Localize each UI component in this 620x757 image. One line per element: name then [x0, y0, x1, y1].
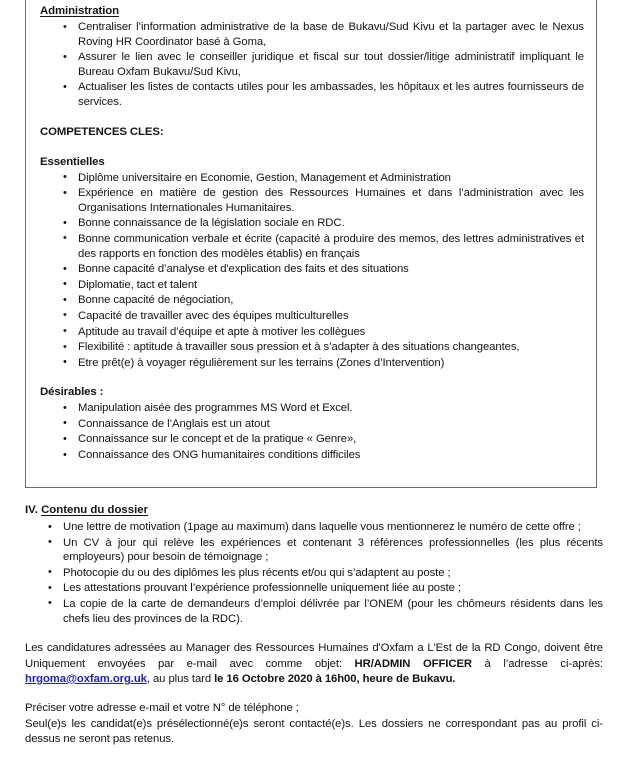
list-item: • La copie de la carte de demandeurs d’emploi délivrée par l’ONEM (pour les chômeurs résidents dans les chefs lieu des provinces de la RDC).	[63, 597, 603, 626]
list-item: • Capacité de travailler avec des équipes multiculturelles	[78, 309, 584, 324]
essentielles-heading: Essentielles	[40, 155, 105, 168]
spacer	[25, 627, 603, 641]
list-item: • Expérience en matière de gestion des Ressources Humaines et dans l’administration avec les Organisations Internationales Humanitaires.	[78, 186, 584, 215]
closing-line-phone: Préciser votre adresse e-mail et votre N° de téléphone ;	[25, 702, 299, 715]
list-item: • Diplomatie, tact et talent	[78, 278, 584, 293]
list-item: • Diplôme universitaire en Economie, Gestion, Management et Administration	[78, 171, 584, 186]
application-deadline: le 16 Octobre 2020 à 16h00, heure de Bukavu.	[214, 672, 456, 685]
application-email-link[interactable]: hrgoma@oxfam.org.uk	[25, 672, 147, 685]
list-item: • Flexibilité : aptitude à travailler sous pression et à s’adapter à des situations changeantes,	[78, 340, 584, 355]
closing-line-shortlist: Seul(e)s les candidat(e)s présélectionné(e)s seront contacté(e)s. Les dossiers ne correspondant pas au profil ci-dessus ne seront pas retenus.	[25, 717, 603, 746]
framed-content-box	[25, 0, 597, 488]
desirables-heading: Désirables :	[40, 386, 104, 399]
dossier-section-title: Contenu du dossier	[41, 504, 149, 516]
framed-content-inner	[26, 0, 598, 464]
dossier-section-number: IV.	[25, 504, 38, 516]
application-subject-line: HR/ADMIN OFFICER	[354, 657, 472, 670]
administration-list	[40, 20, 584, 110]
list-item: • Photocopie du ou des diplômes les plus récents et/ou qui s’adaptent au poste ;	[63, 566, 603, 581]
list-item: • Connaissance de l’Anglais est un atout	[78, 417, 584, 432]
spacer	[25, 687, 603, 701]
list-item: • Etre prêt(e) à voyager régulièrement sur les terrains (Zones d’Intervention)	[78, 356, 584, 371]
administration-heading: Administration	[40, 5, 119, 17]
list-item: • Une lettre de motivation (1page au maximum) dans laquelle vous mentionnerez le numéro de cette offre ;	[63, 520, 603, 535]
list-item: • Connaissance des ONG humanitaires conditions difficiles	[78, 448, 584, 463]
below-box-content	[25, 503, 603, 748]
list-item: • Bonne connaissance de la législation sociale en RDC.	[78, 216, 584, 231]
list-item: • Les attestations prouvant l’expérience professionnelle uniquement liée au poste ;	[63, 581, 603, 596]
list-item: • Un CV à jour qui relève les expériences et contenant 3 références professionnelles (les plus récents employeurs) pour besoin de témoignage ;	[63, 536, 603, 565]
application-text-part2: à l’adresse ci-après:	[471, 657, 603, 670]
desirables-list	[40, 401, 584, 462]
application-paragraph	[25, 641, 603, 687]
essentielles-list	[40, 171, 584, 371]
competences-cles-heading: COMPETENCES CLES:	[40, 125, 164, 138]
dossier-section-heading	[25, 503, 603, 518]
list-item: • Actualiser les listes de contacts utiles pour les ambassades, les hôpitaux et les autres fournisseurs de services.	[78, 80, 584, 109]
list-item: • Manipulation aisée des programmes MS Word et Excel.	[78, 401, 584, 416]
spacer	[40, 111, 584, 125]
list-item: • Aptitude au travail d’équipe et apte à motiver les collègues	[78, 325, 584, 340]
list-item: • Bonne capacité de négociation,	[78, 293, 584, 308]
spacer	[40, 371, 584, 385]
list-item: • Centraliser l’information administrative de la base de Bukavu/Sud Kivu et la partager avec le Nexus Roving HR Coordinator basé à Goma,	[78, 20, 584, 49]
application-text-part1: Les candidatures adressées au Manager des Ressources Humaines d'Oxfam a L'Est de la RD Congo, doivent être Uniquement envoyées par e-mail avec comme objet:	[25, 642, 603, 670]
list-item: • Bonne communication verbale et écrite (capacité à produire des memos, des lettres administratives et des rapports en fonction des modèles établis) en français	[78, 232, 584, 261]
spacer	[40, 141, 584, 155]
application-text-part3: , au plus tard	[146, 672, 215, 685]
list-item: • Bonne capacité d’analyse et d'explication des faits et des situations	[78, 262, 584, 277]
dossier-list	[25, 520, 603, 626]
list-item: • Connaissance sur le concept et de la pratique « Genre»,	[78, 432, 584, 447]
list-item: • Assurer le lien avec le conseiller juridique et fiscal sur tout dossier/litige administratif impliquant le Bureau Oxfam Bukavu/Sud Kivu,	[78, 50, 584, 79]
